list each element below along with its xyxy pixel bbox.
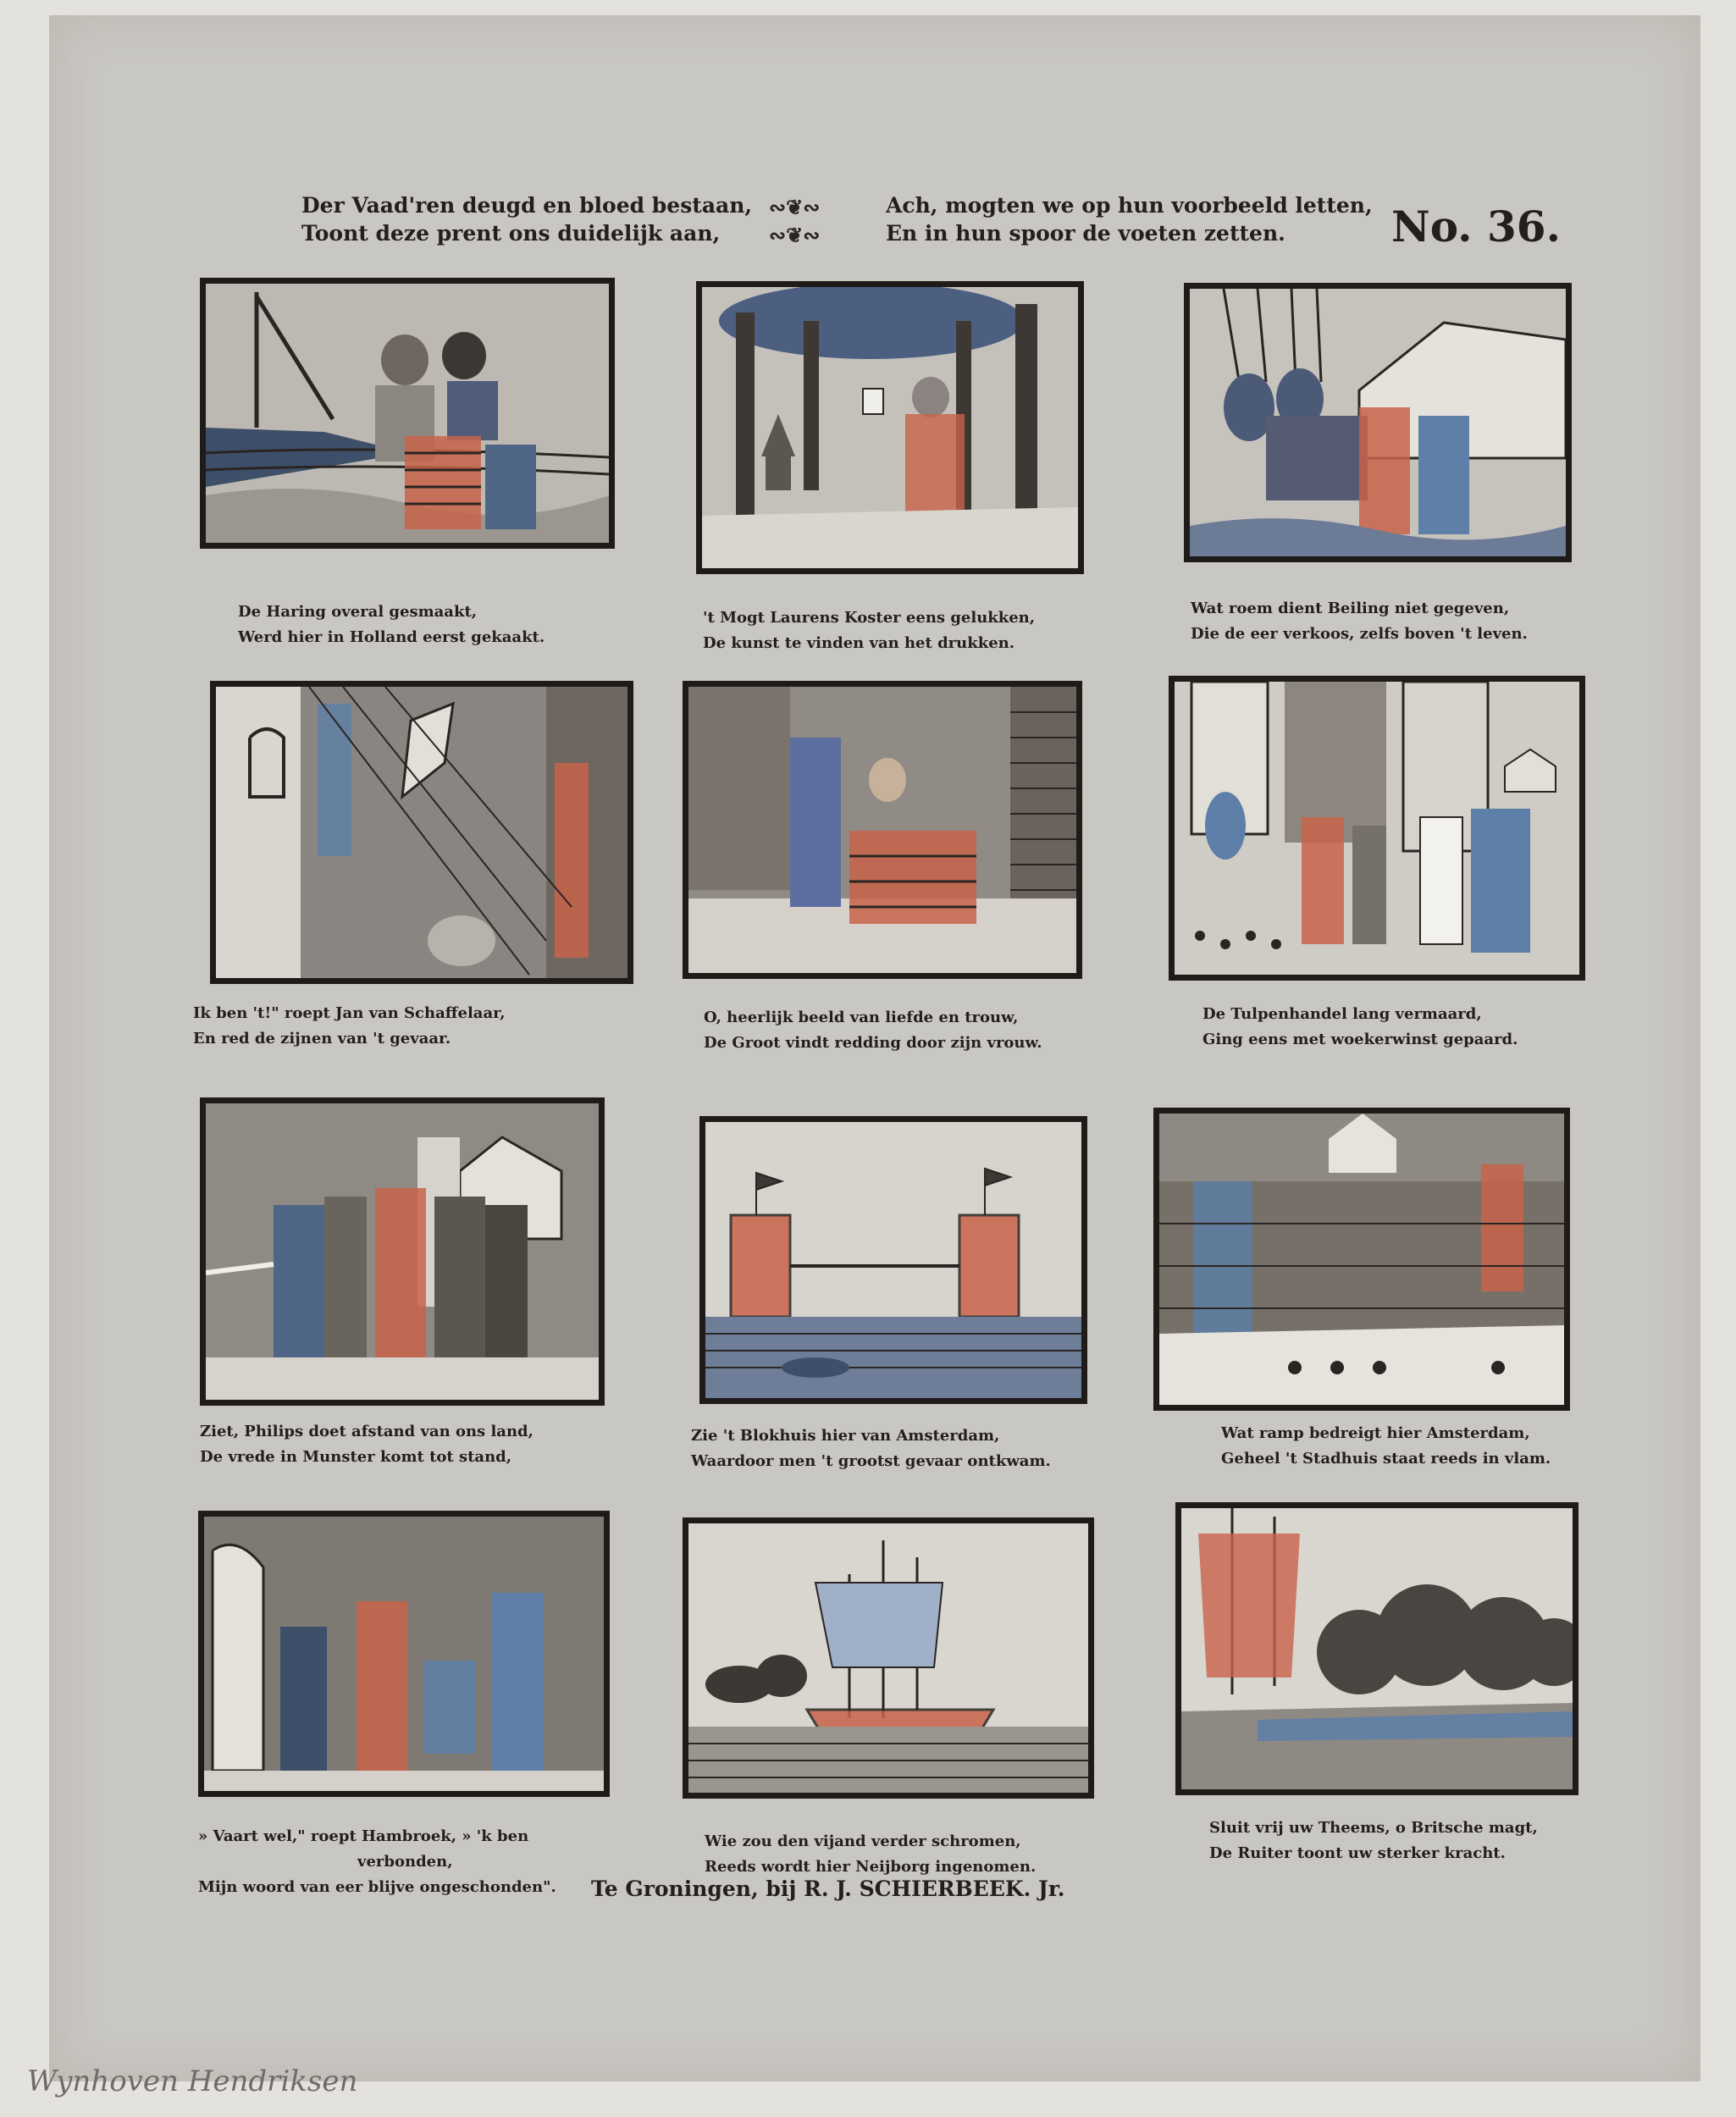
tulip-trade-icon xyxy=(1169,676,1585,981)
printing-scene-icon xyxy=(696,281,1084,574)
panel-caption: De Tulpenhandel lang vermaard, Ging eens met woekerwinst gepaard. xyxy=(1202,1005,1518,1048)
panel-caption: Wie zou den vijand verder schromen, Reeds wordt hier Neijborg ingenomen. xyxy=(705,1832,1037,1876)
sailing-ship-icon xyxy=(683,1517,1094,1799)
publisher-imprint: Te Groningen, bij R. J. SCHIERBEEK. Jr. xyxy=(591,1877,1065,1901)
hambroek-icon xyxy=(198,1511,610,1797)
panel-caption: De Haring overal gesmaakt, Werd hier in Holland eerst gekaakt. xyxy=(238,603,545,646)
book-chest-icon xyxy=(683,681,1082,979)
panel-caption: » Vaart wel," roept Hambroek, » 'k ben verbonden, Mijn woord van eer blijve ongeschonden". xyxy=(198,1827,556,1896)
sheet-number: No. 36. xyxy=(1391,202,1561,251)
naval-battle-icon xyxy=(1175,1502,1578,1795)
panel-caption: 't Mogt Laurens Koster eens gelukken, De kunst te vinden van het drukken. xyxy=(703,609,1036,652)
panel-caption: Sluit vrij uw Theems, o Britsche magt, De Ruiter toont uw sterker kracht. xyxy=(1209,1819,1538,1862)
ornament-icon: ∾❦∾ ∾❦∾ xyxy=(769,195,821,247)
townhall-fire-icon xyxy=(1153,1108,1570,1411)
verse-header xyxy=(49,191,1700,268)
header-verse-right: Ach, mogten we op hun voorbeeld letten, En in hun spoor de voeten zetten. xyxy=(886,193,1373,246)
blockhouse-icon xyxy=(699,1116,1087,1404)
panel-caption: Ik ben 't!" roept Jan van Schaffelaar, En red de zijnen van 't gevaar. xyxy=(193,1004,506,1047)
peace-munster-icon xyxy=(200,1097,605,1406)
herring-barrel-icon xyxy=(200,278,615,549)
panel-caption: Zie 't Blokhuis hier van Amsterdam, Waardoor men 't grootst gevaar ontkwam. xyxy=(691,1427,1051,1470)
beiling-scene-icon xyxy=(1184,283,1572,562)
panel-caption: O, heerlijk beeld van liefde en trouw, De Groot vindt redding door zijn vrouw. xyxy=(704,1009,1042,1052)
header-verse-left: Der Vaad'ren deugd en bloed bestaan, Toont deze prent ons duidelijk aan, xyxy=(301,193,753,246)
handwritten-inscription: Wynhoven Hendriksen xyxy=(27,2064,358,2098)
print-sheet xyxy=(49,15,1700,2081)
panel-caption: Wat ramp bedreigt hier Amsterdam, Geheel 't Stadhuis staat reeds in vlam. xyxy=(1221,1424,1551,1468)
panel-caption: Wat roem dient Beiling niet gegeven, Die de eer verkoos, zelfs boven 't leven. xyxy=(1191,600,1528,643)
panel-caption: Ziet, Philips doet afstand van ons land, De vrede in Munster komt tot stand, xyxy=(200,1423,534,1466)
tower-leap-icon xyxy=(210,681,633,984)
